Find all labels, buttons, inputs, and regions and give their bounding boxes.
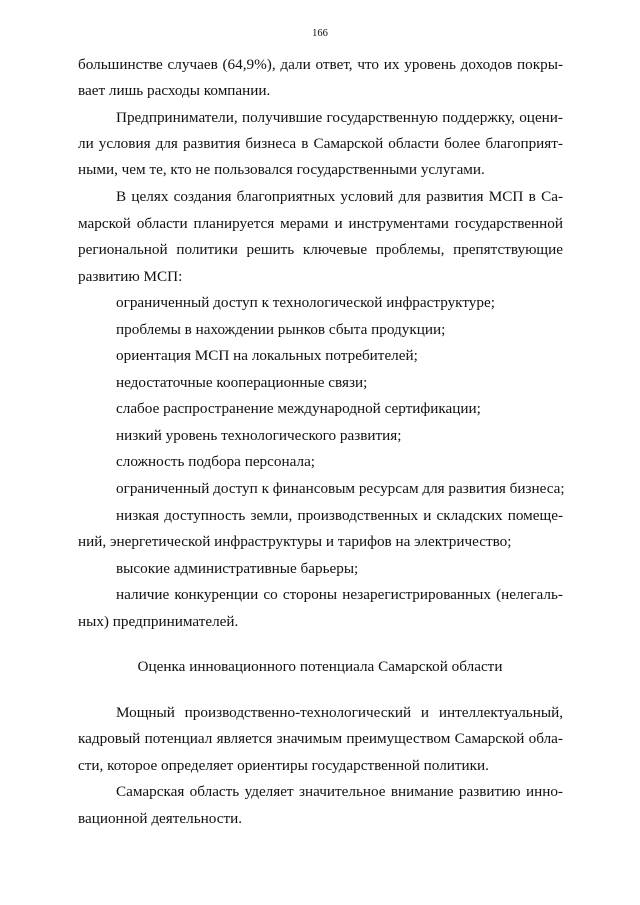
text-line: недостаточные кооперационные связи; — [116, 374, 368, 391]
text-line: развитию МСП: — [78, 268, 183, 285]
text-line: В целях создания благоприятных условий для развития МСП в Са- — [116, 188, 563, 205]
text-line: сти, которое определяет ориентиры государственной политики. — [78, 757, 489, 774]
text-line: наличие конкуренции со стороны незарегистрированных (нелегаль- — [116, 586, 563, 603]
section-heading: Оценка инновационного потенциала Самарской области — [137, 658, 503, 675]
text-line: региональной политики решить ключевые проблемы, препятствующие — [78, 241, 563, 258]
text-line: Предприниматели, получившие государственную поддержку, оцени- — [116, 109, 563, 126]
text-line: ний, энергетической инфраструктуры и тарифов на электричество; — [78, 533, 512, 550]
text-line: ными, чем те, кто не пользовался государственными услугами. — [78, 161, 485, 178]
text-line: вационной деятельности. — [78, 810, 243, 827]
text-line: кадровый потенциал является значимым преимуществом Самарской обла- — [78, 730, 563, 747]
page-number: 166 — [312, 28, 328, 39]
text-line: ограниченный доступ к технологической инфраструктуре; — [116, 294, 495, 311]
text-line: Самарская область уделяет значительное внимание развитию инно- — [116, 783, 563, 800]
text-line: сложность подбора персонала; — [116, 453, 316, 470]
text-line: ных) предпринимателей. — [78, 613, 239, 630]
text-line: марской области планируется мерами и инструментами государственной — [78, 215, 563, 232]
text-line: ориентация МСП на локальных потребителей; — [116, 347, 418, 364]
text-line: Мощный производственно-технологический и интеллектуальный, — [116, 704, 563, 721]
text-line: вает лишь расходы компании. — [78, 82, 271, 99]
text-line: ли условия для развития бизнеса в Самарской области более благоприят- — [78, 135, 563, 152]
text-line: большинстве случаев (64,9%), дали ответ, что их уровень доходов покры- — [78, 56, 563, 73]
text-line: слабое распространение международной сертификации; — [116, 400, 481, 417]
text-line: низкая доступность земли, производственных и складских помеще- — [116, 507, 563, 524]
text-line: проблемы в нахождении рынков сбыта продукции; — [116, 321, 446, 338]
text-line: низкий уровень технологического развития; — [116, 427, 402, 444]
text-line: ограниченный доступ к финансовым ресурсам для развития бизнеса; — [116, 480, 565, 497]
text-line: высокие административные барьеры; — [116, 560, 359, 577]
